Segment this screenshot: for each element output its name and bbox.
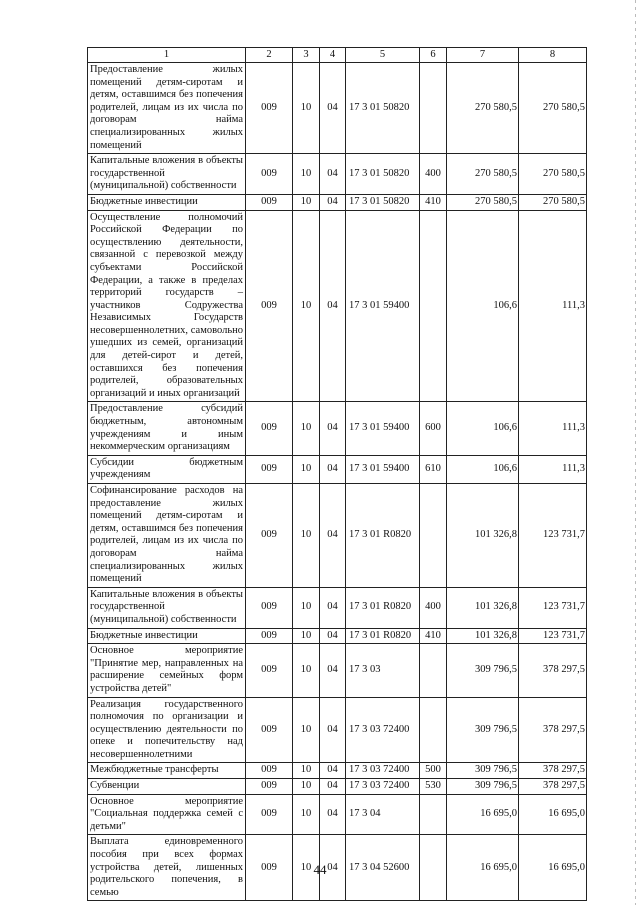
row-sum-1: 270 580,5 [447, 154, 519, 195]
row-pr: 04 [320, 794, 346, 835]
row-gr: 009 [246, 63, 293, 154]
row-csr: 17 3 01 R0820 [346, 628, 420, 644]
row-rz: 10 [293, 402, 320, 455]
row-rz: 10 [293, 628, 320, 644]
row-name: Бюджетные инвестиции [88, 194, 246, 210]
table-row [88, 644, 587, 697]
row-name: Основное мероприятие "Принятие мер, направленных на расширение семейных форм устройства детей" [88, 644, 246, 697]
row-sum-1: 270 580,5 [447, 63, 519, 154]
row-pr: 04 [320, 628, 346, 644]
row-sum-2: 378 297,5 [519, 779, 587, 795]
table-row [88, 587, 587, 628]
row-pr: 04 [320, 455, 346, 483]
row-vr: 400 [420, 154, 447, 195]
row-vr: 400 [420, 587, 447, 628]
row-name: Капитальные вложения в объекты государственной (муниципальной) собственности [88, 587, 246, 628]
row-rz: 10 [293, 484, 320, 588]
row-sum-2: 123 731,7 [519, 628, 587, 644]
row-csr: 17 3 03 [346, 644, 420, 697]
row-csr: 17 3 01 50820 [346, 154, 420, 195]
row-name: Реализация государственного полномочия по организации и осуществлению деятельности по опеке и попечительству над несовершеннолетними [88, 697, 246, 763]
row-csr: 17 3 03 72400 [346, 697, 420, 763]
row-sum-2: 16 695,0 [519, 835, 587, 901]
row-name: Субвенции [88, 779, 246, 795]
row-name: Межбюджетные трансферты [88, 763, 246, 779]
row-name: Бюджетные инвестиции [88, 628, 246, 644]
row-csr: 17 3 04 [346, 794, 420, 835]
row-rz: 10 [293, 587, 320, 628]
column-header: 2 [246, 48, 293, 63]
table-row [88, 484, 587, 588]
row-sum-2: 378 297,5 [519, 763, 587, 779]
row-vr: 410 [420, 628, 447, 644]
row-rz: 10 [293, 794, 320, 835]
row-gr: 009 [246, 697, 293, 763]
table-row [88, 210, 587, 402]
row-vr: 500 [420, 763, 447, 779]
table-row [88, 794, 587, 835]
row-rz: 10 [293, 455, 320, 483]
table-row [88, 194, 587, 210]
row-pr: 04 [320, 210, 346, 402]
table-row [88, 628, 587, 644]
row-rz: 10 [293, 194, 320, 210]
row-name: Капитальные вложения в объекты государственной (муниципальной) собственности [88, 154, 246, 195]
column-header: 3 [293, 48, 320, 63]
row-gr: 009 [246, 835, 293, 901]
row-csr: 17 3 01 R0820 [346, 484, 420, 588]
row-sum-2: 16 695,0 [519, 794, 587, 835]
row-sum-2: 123 731,7 [519, 484, 587, 588]
row-sum-1: 309 796,5 [447, 697, 519, 763]
row-csr: 17 3 03 72400 [346, 763, 420, 779]
row-sum-1: 16 695,0 [447, 835, 519, 901]
row-sum-1: 309 796,5 [447, 779, 519, 795]
table-header-row [88, 48, 587, 63]
row-gr: 009 [246, 210, 293, 402]
row-sum-2: 123 731,7 [519, 587, 587, 628]
row-rz: 10 [293, 697, 320, 763]
row-rz: 10 [293, 63, 320, 154]
row-gr: 009 [246, 779, 293, 795]
row-rz: 10 [293, 779, 320, 795]
row-sum-2: 378 297,5 [519, 644, 587, 697]
row-sum-1: 106,6 [447, 455, 519, 483]
row-gr: 009 [246, 154, 293, 195]
table-row [88, 154, 587, 195]
row-rz: 10 [293, 210, 320, 402]
column-header: 8 [519, 48, 587, 63]
row-sum-1: 16 695,0 [447, 794, 519, 835]
table-row [88, 455, 587, 483]
row-sum-2: 111,3 [519, 402, 587, 455]
row-csr: 17 3 01 59400 [346, 455, 420, 483]
row-csr: 17 3 01 59400 [346, 402, 420, 455]
row-vr: 530 [420, 779, 447, 795]
row-csr: 17 3 01 50820 [346, 63, 420, 154]
row-gr: 009 [246, 794, 293, 835]
row-sum-2: 270 580,5 [519, 154, 587, 195]
row-vr: 600 [420, 402, 447, 455]
row-sum-2: 111,3 [519, 455, 587, 483]
row-gr: 009 [246, 484, 293, 588]
row-gr: 009 [246, 628, 293, 644]
column-header: 5 [346, 48, 420, 63]
budget-table [87, 47, 587, 901]
table-row [88, 63, 587, 154]
column-header: 4 [320, 48, 346, 63]
row-csr: 17 3 03 72400 [346, 779, 420, 795]
row-vr [420, 794, 447, 835]
row-sum-1: 270 580,5 [447, 194, 519, 210]
row-vr: 410 [420, 194, 447, 210]
table-row [88, 697, 587, 763]
row-csr: 17 3 01 59400 [346, 210, 420, 402]
row-gr: 009 [246, 587, 293, 628]
table-row [88, 402, 587, 455]
row-name: Софинансирование расходов на предоставление жилых помещений детям-сиротам и детям, оставшимся без попечения родителей, лицам из их числа по договорам найма специализированных жилых помещений [88, 484, 246, 588]
row-sum-1: 309 796,5 [447, 763, 519, 779]
scan-edge-artifact [635, 0, 636, 905]
row-pr: 04 [320, 644, 346, 697]
row-pr: 04 [320, 484, 346, 588]
row-pr: 04 [320, 402, 346, 455]
row-gr: 009 [246, 194, 293, 210]
row-pr: 04 [320, 763, 346, 779]
row-vr [420, 484, 447, 588]
row-vr: 610 [420, 455, 447, 483]
row-sum-1: 106,6 [447, 210, 519, 402]
row-gr: 009 [246, 763, 293, 779]
row-name: Основное мероприятие "Социальная поддержка семей с детьми" [88, 794, 246, 835]
row-name: Субсидии бюджетным учреждениям [88, 455, 246, 483]
row-pr: 04 [320, 835, 346, 901]
row-vr [420, 63, 447, 154]
row-name: Осуществление полномочий Российской Федерации по осуществлению деятельности, связанной с перевозкой между субъектами Российской Федерации, а также в пределах территорий государств – участников Содружества Независимых Государств несовершеннолетних, самовольно ушедших из семей, организаций для детей-сирот и детей, оставшихся без попечения родителей, образовательных организаций и иных организаций [88, 210, 246, 402]
page-number: 44 [313, 862, 327, 877]
row-sum-1: 101 326,8 [447, 587, 519, 628]
row-pr: 04 [320, 154, 346, 195]
row-rz: 10 [293, 763, 320, 779]
row-name: Выплата единовременного пособия при всех формах устройства детей, лишенных родительского попечения, в семью [88, 835, 246, 901]
row-pr: 04 [320, 587, 346, 628]
column-header: 6 [420, 48, 447, 63]
row-sum-2: 111,3 [519, 210, 587, 402]
table-row [88, 763, 587, 779]
column-header: 7 [447, 48, 519, 63]
row-sum-2: 270 580,5 [519, 194, 587, 210]
row-csr: 17 3 01 50820 [346, 194, 420, 210]
row-gr: 009 [246, 402, 293, 455]
row-name: Предоставление жилых помещений детям-сиротам и детям, оставшимся без попечения родителей, лицам из их числа по договорам найма специализированных жилых помещений [88, 63, 246, 154]
row-vr [420, 644, 447, 697]
column-header: 1 [88, 48, 246, 63]
table-row [88, 779, 587, 795]
row-sum-1: 106,6 [447, 402, 519, 455]
row-sum-1: 101 326,8 [447, 628, 519, 644]
row-rz: 10 [293, 154, 320, 195]
row-sum-2: 378 297,5 [519, 697, 587, 763]
row-name: Предоставление субсидий бюджетным, автономным учреждениям и иным некоммерческим организациям [88, 402, 246, 455]
row-sum-1: 309 796,5 [447, 644, 519, 697]
row-csr: 17 3 04 52600 [346, 835, 420, 901]
row-csr: 17 3 01 R0820 [346, 587, 420, 628]
row-sum-2: 270 580,5 [519, 63, 587, 154]
row-sum-1: 101 326,8 [447, 484, 519, 588]
row-gr: 009 [246, 455, 293, 483]
row-rz: 10 [293, 644, 320, 697]
row-gr: 009 [246, 644, 293, 697]
row-pr: 04 [320, 697, 346, 763]
row-vr [420, 697, 447, 763]
row-rz: 10 [293, 835, 320, 901]
row-pr: 04 [320, 779, 346, 795]
row-vr [420, 210, 447, 402]
row-pr: 04 [320, 63, 346, 154]
row-pr: 04 [320, 194, 346, 210]
